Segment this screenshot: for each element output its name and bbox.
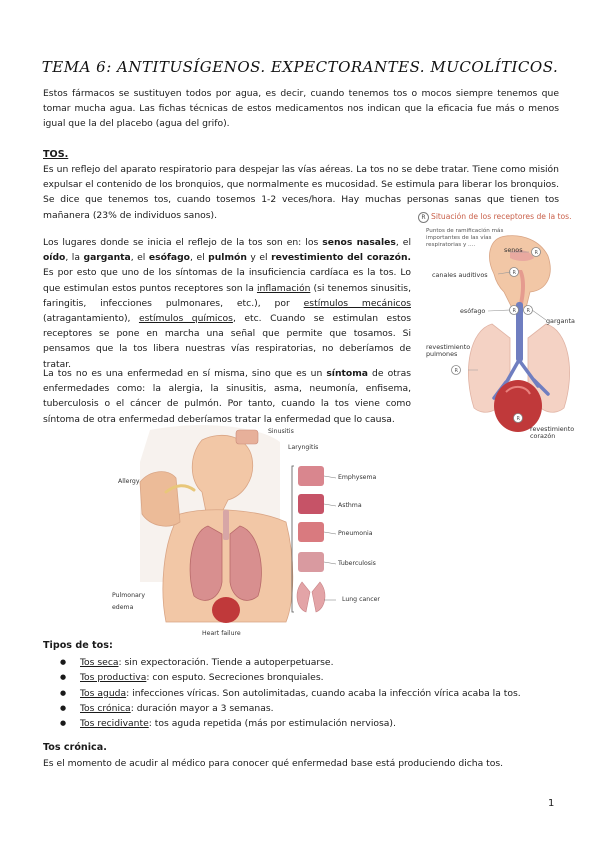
tipo-term: Tos aguda: [80, 687, 127, 699]
list-item: ● Tos recidivante: tos aguda repetida (más por estimulación nerviosa).: [60, 716, 521, 731]
label-lung-cancer: Lung cancer: [342, 596, 380, 603]
page-number: 1: [548, 798, 555, 809]
figure1-title: R Situación de los receptores de la tos.: [418, 212, 572, 223]
label-heart-failure: Heart failure: [202, 630, 241, 637]
label-sinusitis: Sinusitis: [268, 428, 294, 435]
label-allergy: Allergy: [118, 478, 140, 485]
term-garganta: garganta: [83, 252, 131, 264]
term-oido: oído: [43, 252, 66, 264]
cronica-text: Es el momento de acudir al médico para conocer qué enfermedad base está produciendo dicha tos.: [43, 758, 504, 769]
label-revestimiento-pulmones: revestimiento pulmones: [426, 343, 471, 358]
term-esofago: esófago: [148, 252, 190, 264]
label-laryngitis: Laryngitis: [288, 444, 319, 451]
svg-text:R: R: [516, 416, 520, 422]
tos-paragraph-2: Los lugares donde se inicia el reflejo de la tos son en: los senos nasales, el oído, la garganta, el esófago, el pulmón y el revestimiento del corazón. Es por esto que uno de los síntomas de la insuficiencia cardíaca es la tos. Lo que estimulan estos puntos receptores son la inflamación (si tenemos sinusitis, faringitis, infecciones pulmonares, etc.), por estímulos mecánicos (atragantamiento), estímulos químicos, etc. Cuando se estimulan estos receptores se pone en marcha una señal que permite que tosamos. Si pensamos que la tos libera nuestras vías respiratorias, no deberíamos de tratar.: [43, 237, 412, 370]
tipo-term: Tos productiva: [80, 672, 147, 684]
svg-text:R: R: [512, 308, 516, 314]
term-senos: senos nasales: [322, 237, 396, 248]
term-inflamacion: inflamación: [256, 282, 311, 294]
tos-heading: TOS.: [43, 149, 69, 160]
label-pulmonary-edema: Pulmonary edema: [112, 592, 145, 611]
term-pulmon: pulmón: [208, 252, 247, 264]
intro-paragraph: Estos fármacos se sustituyen todos por agua, es decir, cuando tenemos tos o mocos siempre tenemos que tomar mucha agua. Las fichas técnicas de estos medicamentos nos indican que la eficacia fue más o menos igual que la del placebo (agua del grifo).: [43, 88, 559, 130]
tipo-term: Tos crónica: [80, 702, 131, 714]
page-title: TEMA 6: ANTITUSÍGENOS. EXPECTORANTES. MUCOLÍTICOS.: [41, 58, 559, 76]
tos-p1-text: Es un reflejo del aparato respiratorio para despejar las vías aéreas. La tos no se debe tratar. Tiene como misión expulsar el contenido de los bronquios, que normalmente es mucosidad. Se estimula para liberar los bronquios. Se dice que tenemos tos, cuando tosemos 1-2 veces/hora. Hay muchas personas sanas que tienen tos mañanera (23% de individuos sanos).: [43, 164, 559, 221]
label-garganta: garganta: [546, 317, 575, 325]
tipo-term: Tos recidivante: [80, 718, 149, 730]
tipos-heading: Tipos de tos:: [43, 640, 113, 651]
cronica-heading: Tos crónica.: [43, 742, 107, 753]
figure-cough-conditions: [110, 422, 380, 644]
svg-text:R: R: [534, 250, 538, 256]
label-tuberculosis: Tuberculosis: [338, 560, 376, 567]
term-estimulos-mecanicos: estímulos mecánicos: [303, 297, 411, 309]
label-esofago: esófago: [460, 307, 486, 315]
list-item: ● Tos productiva: con esputo. Secreciones bronquiales.: [60, 670, 521, 685]
tipos-list: [60, 655, 521, 731]
term-sintoma: síntoma: [326, 368, 368, 379]
term-revestimiento: revestimiento del corazón.: [271, 252, 411, 264]
label-canales-auditivos: canales auditivos: [432, 271, 488, 279]
receptor-symbol: R: [418, 212, 429, 223]
figure-cough-receptors: [418, 212, 588, 452]
label-asthma: Asthma: [338, 502, 362, 509]
label-revestimiento-corazon: revestimiento corazón: [530, 425, 575, 440]
tos-paragraph-3: La tos no es una enfermedad en sí misma, sino que es un síntoma de otras enfermedades como: la alergia, la sinusitis, asma, neumonía, enfisema, tuberculosis o el cáncer de pulmón. Por tanto, cuando la tos viene como síntoma de otra enfermedad deberíamos tratar la enfermedad que lo causa.: [43, 368, 411, 425]
label-senos: senos: [504, 246, 523, 254]
figure1-note: Puntos de ramificación más importantes de las vías respiratorias y ....: [426, 228, 504, 248]
svg-text:R: R: [526, 308, 530, 314]
list-item: ● Tos seca: sin expectoración. Tiende a autoperpetuarse.: [60, 655, 521, 670]
term-estimulos-quimicos: estímulos químicos: [138, 313, 233, 325]
list-item: ● Tos crónica: duración mayor a 3 semanas.: [60, 701, 521, 716]
svg-text:R: R: [512, 270, 516, 276]
tipo-term: Tos seca: [80, 657, 119, 668]
svg-text:R: R: [454, 368, 458, 374]
label-pneumonia: Pneumonia: [338, 530, 373, 537]
list-item: ● Tos aguda: infecciones víricas. Son autolimitadas, cuando acaba la infección vírica acaba la tos.: [60, 686, 521, 701]
label-emphysema: Emphysema: [338, 474, 377, 481]
